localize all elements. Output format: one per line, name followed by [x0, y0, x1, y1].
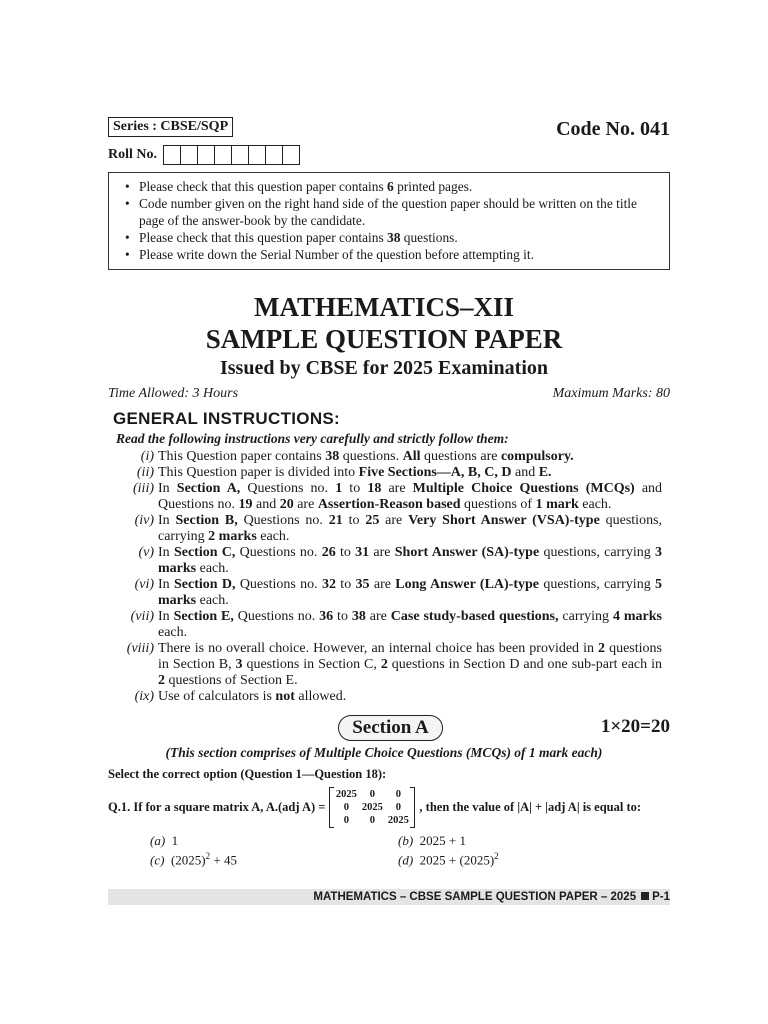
- question-1-suffix: , then the value of |A| + |adj A| is equal to:: [419, 799, 642, 814]
- text-run: questions.: [400, 230, 458, 245]
- roll-number-box: [266, 146, 283, 164]
- text-run: are: [365, 609, 391, 624]
- text-run: 20: [279, 497, 294, 512]
- option-label: (b): [398, 833, 414, 848]
- text-run: carrying: [558, 609, 613, 624]
- text-run: and: [252, 497, 280, 512]
- matrix-cell: 0: [395, 801, 402, 813]
- text-run: printed pages.: [393, 179, 473, 194]
- text-run: 38: [325, 449, 340, 464]
- issued-by-line: Issued by CBSE for 2025 Examination: [219, 357, 549, 379]
- maximum-marks: Maximum Marks: 80: [552, 386, 670, 401]
- instruction-number: (ix): [134, 689, 154, 704]
- roll-number-box: [283, 146, 299, 164]
- text-run: 3 marks: [158, 545, 663, 576]
- text-run: 3: [235, 657, 243, 672]
- text-run: Short Answer (SA)-type: [394, 545, 540, 560]
- text-run: and Questions no.: [158, 481, 663, 512]
- instruction-text: [158, 513, 662, 545]
- text-run: questions in Section C,: [242, 657, 381, 672]
- text-run: 25: [365, 513, 380, 528]
- text-run: Very Short Answer (VSA)-type: [408, 513, 600, 528]
- text-run: This Question paper is divided into: [158, 465, 359, 480]
- instruction-item: [108, 609, 662, 641]
- instruction-item: [108, 481, 662, 513]
- text-run: Case study-based questions,: [390, 609, 559, 624]
- text-run: to: [335, 545, 356, 560]
- instruction-item: [108, 577, 662, 609]
- text-run: each.: [196, 561, 229, 576]
- text-run: 18: [367, 481, 382, 496]
- text-run: each.: [256, 529, 290, 544]
- text-run: Section E,: [173, 609, 234, 624]
- text-run: to: [335, 577, 356, 592]
- roll-number-box: [249, 146, 266, 164]
- text-run: In: [158, 609, 174, 624]
- answer-option[interactable]: [150, 851, 237, 868]
- instruction-number: (i): [140, 449, 154, 464]
- answer-option[interactable]: [398, 851, 499, 868]
- section-a-marks: 1×20=20: [600, 716, 670, 737]
- roll-number-box: [164, 146, 181, 164]
- page-number: P-1: [652, 891, 670, 903]
- text-run: E.: [538, 465, 552, 480]
- option-text: 2025 + (2025): [419, 852, 495, 868]
- series-label: Series : CBSE/SQP: [108, 117, 233, 137]
- text-run: 21: [328, 513, 343, 528]
- text-run: In: [158, 545, 174, 560]
- text-run: Multiple Choice Questions (MCQs): [412, 481, 635, 496]
- text-run: Questions no.: [237, 513, 329, 528]
- general-instructions-list: [108, 449, 662, 705]
- section-a-heading: Section A: [338, 715, 443, 741]
- text-run: questions, carrying: [539, 577, 656, 592]
- text-run: Questions no.: [240, 481, 336, 496]
- text-run: are: [379, 513, 409, 528]
- matrix-cell: 0: [343, 814, 350, 826]
- matrix-cell: 0: [395, 788, 402, 800]
- matrix-cell: 2025: [387, 814, 409, 826]
- text-run: Please check that this question paper contains: [139, 179, 388, 194]
- roll-number-boxes: [163, 145, 300, 165]
- checklist-item: [131, 229, 659, 246]
- roll-number-box: [215, 146, 232, 164]
- instruction-item: [108, 465, 662, 481]
- question-1-prefix: Q.1. If for a square matrix A, A.(adj A) =: [108, 799, 326, 814]
- square-bullet-icon: [641, 892, 649, 900]
- roll-number-row: [108, 145, 300, 165]
- text-run: are: [369, 545, 395, 560]
- footer-text: MATHEMATICS – CBSE SAMPLE QUESTION PAPER – 2025: [313, 891, 637, 903]
- matrix-cell: 2025: [335, 788, 357, 800]
- option-text-tail: + 45: [210, 852, 237, 868]
- matrix-cell: 0: [369, 788, 376, 800]
- text-run: 4 marks: [612, 609, 662, 624]
- text-run: questions, carrying: [158, 513, 663, 544]
- paper-subtitle: SAMPLE QUESTION PAPER: [205, 324, 563, 354]
- answer-option[interactable]: [150, 833, 178, 849]
- instruction-item: [108, 641, 662, 689]
- text-run: Questions no.: [235, 545, 322, 560]
- text-run: are: [381, 481, 413, 496]
- text-run: 2 marks: [208, 529, 257, 544]
- instruction-item: [108, 545, 662, 577]
- text-run: Questions no.: [235, 577, 322, 592]
- text-run: In: [158, 481, 177, 496]
- general-instructions-subheading: Read the following instructions very carefully and strictly follow them:: [116, 431, 509, 446]
- instruction-checklist-box: [108, 172, 670, 270]
- option-exponent: 2: [494, 851, 499, 861]
- text-run: 31: [355, 545, 370, 560]
- instruction-text: [158, 689, 662, 705]
- text-run: In: [158, 577, 174, 592]
- time-allowed: Time Allowed: 3 Hours: [108, 386, 239, 401]
- instruction-text: [158, 545, 662, 577]
- text-run: Please check that this question paper contains: [139, 230, 388, 245]
- text-run: each.: [158, 625, 188, 640]
- text-run: Code number given on the right hand side of the question paper should be written on the title page of the answer-book by the candidate.: [139, 196, 637, 228]
- text-run: allowed.: [294, 689, 347, 704]
- text-run: Assertion-Reason based: [317, 497, 461, 512]
- option-text: 1: [171, 833, 179, 848]
- instruction-number: (iii): [133, 481, 154, 496]
- instruction-number: (ii): [136, 465, 154, 480]
- instruction-text: [158, 465, 662, 481]
- text-run: each.: [196, 593, 229, 608]
- checklist-item: [131, 246, 659, 263]
- text-run: Five Sections—A, B, C, D: [358, 465, 512, 480]
- text-run: This Question paper contains: [158, 449, 326, 464]
- text-run: 2: [158, 673, 165, 688]
- text-run: 5 marks: [158, 577, 663, 608]
- text-run: 1: [335, 481, 343, 496]
- option-text: (2025): [170, 852, 206, 868]
- text-run: 26: [321, 545, 336, 560]
- option-text: 2025 + 1: [419, 833, 467, 848]
- text-run: 38: [351, 609, 366, 624]
- checklist: [119, 178, 659, 263]
- option-label: (d): [398, 852, 414, 868]
- text-run: Section C,: [173, 545, 236, 560]
- text-run: are: [293, 497, 318, 512]
- instruction-number: (vi): [134, 577, 154, 592]
- text-run: Please write down the Serial Number of the question before attempting it.: [139, 247, 534, 262]
- roll-number-label: Roll No.: [108, 147, 157, 162]
- instruction-text: [158, 609, 662, 641]
- instruction-text: [158, 641, 662, 689]
- text-run: 2: [380, 657, 388, 672]
- answer-option[interactable]: [398, 833, 466, 849]
- roll-number-box: [198, 146, 215, 164]
- instruction-text: [158, 481, 662, 513]
- instruction-text: [158, 449, 662, 465]
- roll-number-box: [181, 146, 198, 164]
- text-run: questions of Section E.: [165, 673, 298, 688]
- roll-number-box: [232, 146, 249, 164]
- text-run: Section A,: [176, 481, 241, 496]
- text-run: Long Answer (LA)-type: [395, 577, 540, 592]
- text-run: questions in Section B,: [158, 641, 662, 672]
- text-run: 32: [321, 577, 336, 592]
- option-exponent: 2: [205, 851, 211, 861]
- paper-title: MATHEMATICS–XII: [253, 292, 515, 322]
- text-run: questions are: [420, 449, 501, 464]
- text-run: 19: [238, 497, 253, 512]
- text-run: questions of: [460, 497, 536, 512]
- code-number: Code No. 041: [556, 118, 670, 140]
- text-run: questions.: [339, 449, 403, 464]
- option-label: (a): [150, 833, 166, 848]
- text-run: Questions no.: [233, 609, 320, 624]
- instruction-text: [158, 577, 662, 609]
- text-run: to: [342, 481, 368, 496]
- text-run: questions, carrying: [539, 545, 656, 560]
- checklist-item: [131, 178, 659, 195]
- instruction-item: [108, 513, 662, 545]
- text-run: Section D,: [174, 577, 236, 592]
- general-instructions-heading: GENERAL INSTRUCTIONS:: [113, 409, 340, 428]
- text-run: Use of calculators is: [158, 689, 276, 704]
- text-run: There is no overall choice. However, an internal choice has been provided in: [158, 641, 599, 656]
- matrix-cell: 0: [369, 814, 376, 826]
- instruction-number: (viii): [126, 641, 154, 656]
- option-label: (c): [150, 852, 165, 868]
- question-1: [108, 781, 668, 833]
- text-run: All: [402, 449, 421, 464]
- text-run: to: [333, 609, 352, 624]
- text-run: 6: [387, 179, 394, 194]
- page-footer: [108, 889, 670, 905]
- checklist-item: [131, 195, 659, 229]
- text-run: and: [511, 465, 539, 480]
- instruction-number: (v): [138, 545, 154, 560]
- question-1-matrix: [329, 787, 415, 828]
- instruction-number: (vii): [130, 609, 154, 624]
- section-a-description: (This section comprises of Multiple Choice Questions (MCQs) of 1 mark each): [165, 745, 603, 760]
- text-run: 36: [319, 609, 334, 624]
- instruction-number: (iv): [134, 513, 154, 528]
- matrix-cell: 2025: [361, 801, 383, 813]
- instruction-item: [108, 449, 662, 465]
- text-run: compulsory.: [500, 449, 574, 464]
- text-run: to: [342, 513, 366, 528]
- text-run: 35: [355, 577, 370, 592]
- text-run: In: [158, 513, 176, 528]
- text-run: are: [369, 577, 396, 592]
- select-option-instruction: Select the correct option (Question 1—Question 18):: [108, 767, 387, 781]
- text-run: 1 mark: [535, 497, 579, 512]
- text-run: 38: [387, 230, 401, 245]
- text-run: 2: [598, 641, 606, 656]
- text-run: questions in Section D and one sub-part each in: [387, 657, 662, 672]
- text-run: Section B,: [175, 513, 238, 528]
- text-run: each.: [578, 497, 612, 512]
- matrix-cell: 0: [343, 801, 350, 813]
- instruction-item: [108, 689, 662, 705]
- text-run: not: [275, 689, 295, 704]
